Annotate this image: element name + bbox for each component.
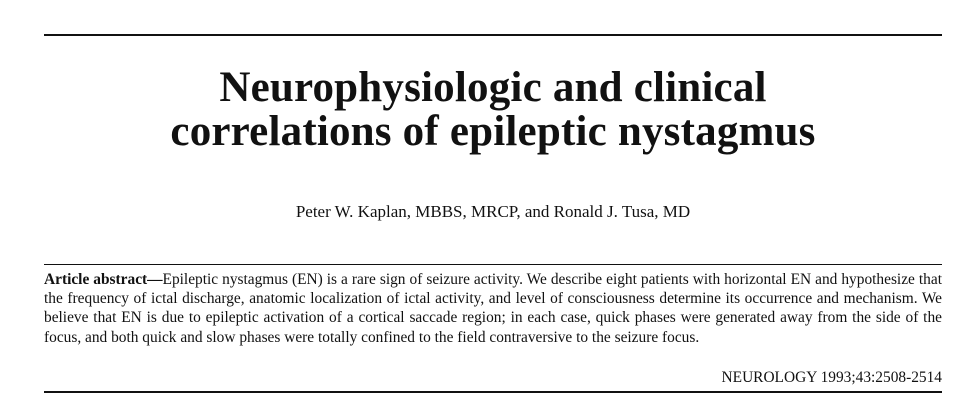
article-title xyxy=(44,66,942,154)
article-abstract xyxy=(44,270,942,347)
title-line-2: correlations of epileptic nystagmus xyxy=(170,108,816,155)
abstract-label: Article abstract xyxy=(44,271,148,288)
title-line-1: Neurophysiologic and clinical xyxy=(219,64,767,111)
top-rule xyxy=(44,34,942,36)
journal-citation: NEUROLOGY 1993;43:2508-2514 xyxy=(721,369,942,386)
abstract-dash: — xyxy=(147,271,163,288)
bottom-rule xyxy=(44,391,942,393)
abstract-text: Epileptic nystagmus (EN) is a rare sign of seizure activity. We describe eight patients with horizontal EN and hypothesize that the frequency of ictal discharge, anatomic localization of ictal activity, and level of consciousness determine its occurrence and mechanism. We believe that EN is due to epileptic activation of a cortical saccade region; in each case, quick phases were generated away from the side of the focus, and both quick and slow phases were totally confined to the field contraversive to the seizure focus. xyxy=(44,271,942,346)
author-list: Peter W. Kaplan, MBBS, MRCP, and Ronald J. Tusa, MD xyxy=(295,202,691,221)
abstract-top-rule xyxy=(44,264,942,265)
